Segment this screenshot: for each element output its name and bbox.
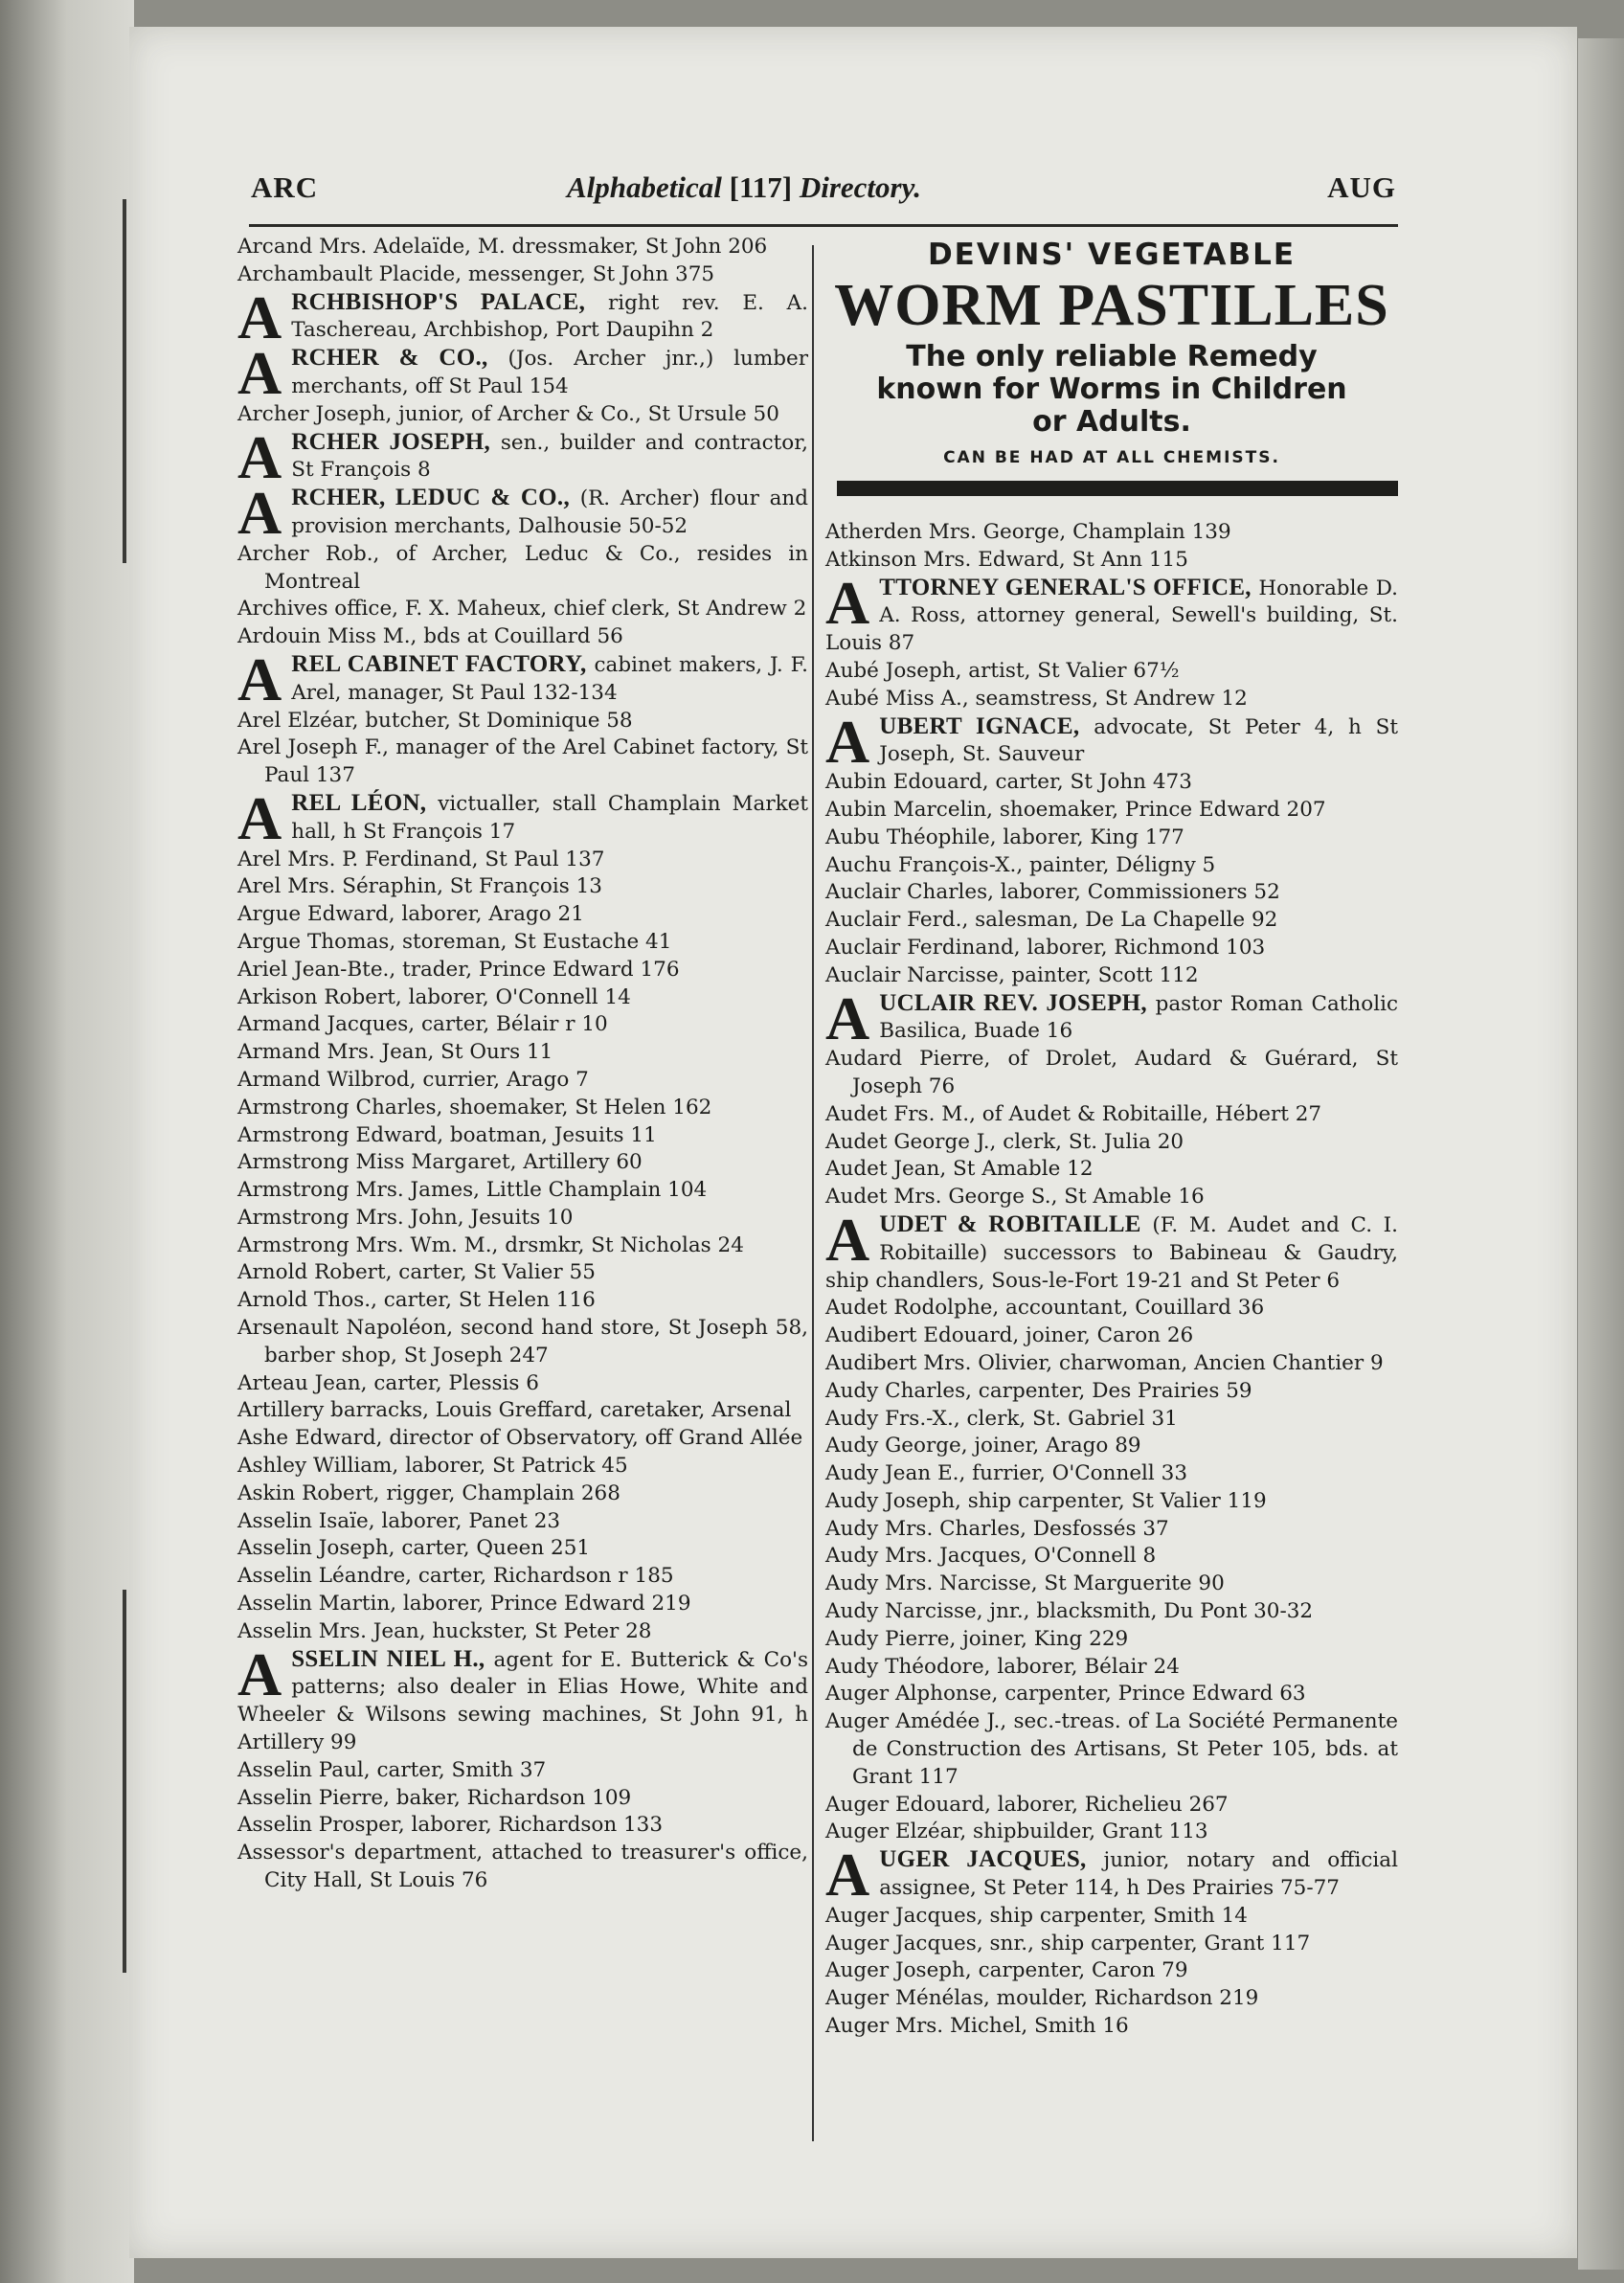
directory-entry: Audy Frs.-X., clerk, St. Gabriel 31 bbox=[825, 1406, 1178, 1431]
ad-line-5: or Adults. bbox=[1032, 405, 1191, 439]
entry-name: RCHER & CO., bbox=[291, 345, 488, 372]
directory-entry: Auger Edouard, laborer, Richelieu 267 bbox=[825, 1792, 1229, 1817]
directory-entry: Audy George, joiner, Arago 89 bbox=[825, 1434, 1141, 1458]
entry-details: victualler, stall Champlain Market hall, h St François 17 bbox=[291, 791, 808, 844]
entry-details: pastor Roman Catholic Basilica, Buade 16 bbox=[879, 991, 1399, 1044]
directory-entry: Ardouin Miss M., bds at Couillard 56 bbox=[237, 624, 623, 649]
entry-details: advocate, St Peter 4, h St Joseph, St. Sauveur bbox=[879, 714, 1398, 767]
featured-entry bbox=[237, 479, 809, 548]
directory-entry: Auclair Charles, laborer, Commissioners 52 bbox=[825, 880, 1280, 905]
drop-initial: A bbox=[237, 644, 282, 713]
entry-details: Honorable D. A. Ross, attorney general, Sewell's building, St. Louis 87 bbox=[825, 576, 1399, 656]
directory-entry: Audard Pierre, of Drolet, Audard & Guérard, St Joseph 76 bbox=[825, 1047, 1398, 1098]
directory-entry: Assessor's department, attached to treasurer's office, City Hall, St Louis 76 bbox=[237, 1841, 808, 1893]
directory-entry: Aubin Edouard, carter, St John 473 bbox=[825, 770, 1192, 795]
directory-entry: Asselin Joseph, carter, Queen 251 bbox=[237, 1536, 591, 1561]
directory-entry: Arnold Robert, carter, St Valier 55 bbox=[237, 1260, 596, 1285]
directory-entry: Arcand Mrs. Adelaïde, M. dressmaker, St John 206 bbox=[237, 235, 768, 259]
entry-name: UDET & ROBITAILLE bbox=[879, 1210, 1141, 1237]
directory-entry: Ashe Edward, director of Observatory, off Grand Allée bbox=[237, 1426, 803, 1451]
featured-entry bbox=[237, 644, 808, 713]
directory-entry: Auger Elzéar, shipbuilder, Grant 113 bbox=[825, 1820, 1208, 1844]
header-title bbox=[567, 170, 921, 205]
entry-name: RCHBISHOP'S PALACE, bbox=[291, 288, 586, 315]
featured-entry bbox=[825, 1205, 1398, 1295]
directory-entry: Artillery barracks, Louis Greffard, caretaker, Arsenal bbox=[237, 1398, 792, 1423]
drop-initial: A bbox=[825, 1205, 870, 1274]
directory-entry: Armand Jacques, carter, Bélair r 10 bbox=[237, 1012, 608, 1037]
directory-entry: Audet Jean, St Amable 12 bbox=[825, 1157, 1094, 1182]
directory-entry: Arel Mrs. P. Ferdinand, St Paul 137 bbox=[237, 847, 605, 871]
directory-entry: Arkison Robert, laborer, O'Connell 14 bbox=[237, 984, 631, 1009]
header-left-guide: ARC bbox=[251, 170, 319, 204]
directory-entry: Armstrong Mrs. Wm. M., drsmkr, St Nicholas 24 bbox=[237, 1232, 744, 1257]
directory-entry: Auclair Narcisse, painter, Scott 112 bbox=[825, 962, 1199, 987]
directory-entry: Armstrong Edward, boatman, Jesuits 11 bbox=[237, 1122, 657, 1147]
header-title-post: Directory. bbox=[792, 170, 921, 204]
directory-entry: Arnold Thos., carter, St Helen 116 bbox=[237, 1288, 596, 1313]
directory-entry: Ariel Jean-Bte., trader, Prince Edward 176 bbox=[237, 957, 680, 982]
featured-entry bbox=[825, 707, 1398, 776]
directory-entry: Asselin Paul, carter, Smith 37 bbox=[237, 1757, 547, 1782]
entry-details: sen., builder and contractor, St François 8 bbox=[291, 430, 808, 483]
directory-entry: Armstrong Mrs. John, Jesuits 10 bbox=[237, 1205, 574, 1230]
drop-initial: A bbox=[825, 568, 870, 637]
directory-entry: Audibert Mrs. Olivier, charwoman, Ancien Chantier 9 bbox=[825, 1350, 1384, 1375]
ad-line-4: known for Worms in Children bbox=[876, 373, 1347, 406]
directory-entry: Auger Alphonse, carpenter, Prince Edward 63 bbox=[825, 1682, 1306, 1707]
entry-name: RCHER JOSEPH, bbox=[291, 428, 491, 455]
header-title-pre: Alphabetical bbox=[567, 170, 730, 204]
directory-entry: Auger Jacques, ship carpenter, Smith 14 bbox=[825, 1903, 1248, 1928]
drop-initial: A bbox=[237, 479, 282, 548]
right-column bbox=[825, 519, 1398, 2041]
directory-entry: Arel Elzéar, butcher, St Dominique 58 bbox=[237, 708, 633, 733]
directory-entry: Arsenault Napoléon, second hand store, St Joseph 58, barber shop, St Joseph 247 bbox=[237, 1316, 808, 1368]
entry-details: cabinet makers, J. F. Arel, manager, St Paul 132-134 bbox=[291, 652, 808, 705]
directory-entry: Armstrong Charles, shoemaker, St Helen 162 bbox=[237, 1095, 712, 1119]
drop-initial: A bbox=[237, 283, 282, 351]
drop-initial: A bbox=[237, 422, 282, 491]
drop-initial: A bbox=[825, 1841, 870, 1910]
directory-entry: Atherden Mrs. George, Champlain 139 bbox=[825, 520, 1231, 544]
featured-entry bbox=[237, 783, 808, 852]
directory-entry: Audet Frs. M., of Audet & Robitaille, Hébert 27 bbox=[825, 1101, 1322, 1126]
entry-name: UCLAIR REV. JOSEPH, bbox=[879, 989, 1147, 1016]
directory-entry: Askin Robert, rigger, Champlain 268 bbox=[237, 1481, 620, 1505]
directory-entry: Asselin Isaïe, laborer, Panet 23 bbox=[237, 1508, 561, 1533]
directory-entry: Archer Rob., of Archer, Leduc & Co., resides in Montreal bbox=[237, 541, 808, 594]
directory-entry: Audy Jean E., furrier, O'Connell 33 bbox=[825, 1461, 1187, 1486]
ad-line-3: The only reliable Remedy bbox=[906, 340, 1318, 373]
running-header bbox=[251, 170, 1396, 215]
directory-entry: Asselin Prosper, laborer, Richardson 133 bbox=[237, 1813, 664, 1838]
entry-details: junior, notary and official assignee, St Peter 114, h Des Prairies 75-77 bbox=[879, 1848, 1398, 1901]
directory-entry: Audet Mrs. George S., St Amable 16 bbox=[825, 1185, 1205, 1209]
featured-entry bbox=[237, 1639, 809, 1757]
directory-entry: Archambault Placide, messenger, St John 375 bbox=[237, 261, 715, 286]
directory-entry: Auger Ménélas, moulder, Richardson 219 bbox=[825, 1986, 1259, 2011]
directory-entry: Audy Joseph, ship carpenter, St Valier 119 bbox=[825, 1488, 1267, 1513]
featured-entry bbox=[237, 339, 808, 408]
directory-entry: Asselin Léandre, carter, Richardson r 185 bbox=[237, 1564, 674, 1589]
entry-details: (R. Archer) flour and provision merchants, Dalhousie 50-52 bbox=[291, 486, 809, 538]
directory-entry: Archives office, F. X. Maheux, chief clerk, St Andrew 2 bbox=[237, 597, 807, 622]
page-edge bbox=[1578, 38, 1624, 2270]
drop-initial: A bbox=[237, 783, 282, 852]
left-column bbox=[237, 234, 808, 1895]
entry-details: right rev. E. A. Taschereau, Archbishop, Port Daupihn 2 bbox=[291, 290, 808, 343]
entry-name: RCHER, LEDUC & CO., bbox=[291, 485, 571, 511]
directory-entry: Audy Narcisse, jnr., blacksmith, Du Pont 30-32 bbox=[825, 1599, 1314, 1624]
entry-name: TTORNEY GENERAL'S OFFICE, bbox=[879, 574, 1252, 600]
directory-entry: Audy Mrs. Jacques, O'Connell 8 bbox=[825, 1544, 1157, 1569]
directory-entry: Atkinson Mrs. Edward, St Ann 115 bbox=[825, 547, 1188, 572]
directory-entry: Audet George J., clerk, St. Julia 20 bbox=[825, 1129, 1184, 1154]
drop-initial: A bbox=[237, 339, 282, 408]
column-divider bbox=[812, 245, 814, 2141]
drop-initial: A bbox=[237, 1639, 282, 1708]
directory-entry: Audy Mrs. Narcisse, St Marguerite 90 bbox=[825, 1571, 1225, 1596]
featured-entry bbox=[237, 283, 808, 351]
header-rule bbox=[249, 224, 1398, 227]
drop-initial: A bbox=[825, 983, 870, 1052]
directory-entry: Aubu Théophile, laborer, King 177 bbox=[825, 825, 1184, 849]
directory-entry: Auger Mrs. Michel, Smith 16 bbox=[825, 2014, 1129, 2039]
entry-details: (F. M. Audet and C. I. Robitaille) successors to Babineau & Gaudry, ship chandlers, Sous-le-Fort 19-21 and St Peter 6 bbox=[825, 1212, 1398, 1293]
entry-name: REL CABINET FACTORY, bbox=[291, 650, 587, 677]
directory-entry: Armstrong Miss Margaret, Artillery 60 bbox=[237, 1150, 643, 1175]
ad-rule bbox=[837, 481, 1398, 496]
directory-entry: Audy Mrs. Charles, Desfossés 37 bbox=[825, 1516, 1169, 1541]
directory-entry: Auger Amédée J., sec.-treas. of La Société Permanente de Construction des Artisans, St Peter 105, bds. at Grant 117 bbox=[825, 1709, 1398, 1789]
ad-headline: WORM PASTILLES bbox=[834, 273, 1389, 338]
directory-entry: Archer Joseph, junior, of Archer & Co., St Ursule 50 bbox=[237, 401, 779, 426]
entry-details: agent for E. Butterick & Co's patterns; also dealer in Elias Howe, White and Wheeler & Wilsons sewing machines, St John 91, h Artillery 99 bbox=[237, 1647, 809, 1755]
directory-entry: Audy Théodore, laborer, Bélair 24 bbox=[825, 1654, 1180, 1679]
directory-entry: Armand Mrs. Jean, St Ours 11 bbox=[237, 1040, 553, 1065]
entry-name: UBERT IGNACE, bbox=[879, 712, 1080, 739]
directory-entry: Auclair Ferdinand, laborer, Richmond 103 bbox=[825, 935, 1266, 960]
directory-entry: Armstrong Mrs. James, Little Champlain 104 bbox=[237, 1178, 708, 1203]
directory-entry: Auchu François-X., painter, Déligny 5 bbox=[825, 852, 1216, 877]
directory-entry: Ashley William, laborer, St Patrick 45 bbox=[237, 1454, 628, 1479]
header-right-guide: AUG bbox=[1327, 170, 1396, 204]
directory-entry: Audibert Edouard, joiner, Caron 26 bbox=[825, 1323, 1194, 1348]
entry-name: REL LÉON, bbox=[291, 789, 427, 816]
advertisement bbox=[825, 230, 1398, 508]
directory-entry: Arel Joseph F., manager of the Arel Cabinet factory, St Paul 137 bbox=[237, 735, 808, 788]
directory-entry: Auclair Ferd., salesman, De La Chapelle 92 bbox=[825, 908, 1278, 933]
directory-entry: Audy Pierre, joiner, King 229 bbox=[825, 1626, 1129, 1651]
directory-entry: Asselin Martin, laborer, Prince Edward 219 bbox=[237, 1592, 691, 1616]
book-spine bbox=[0, 0, 134, 2283]
directory-entry: Arteau Jean, carter, Plessis 6 bbox=[237, 1370, 539, 1395]
featured-entry bbox=[825, 983, 1399, 1052]
ad-line-1: DEVINS' VEGETABLE bbox=[927, 237, 1297, 272]
directory-entry: Aubé Joseph, artist, St Valier 67½ bbox=[825, 658, 1180, 683]
directory-entry: Argue Thomas, storeman, St Eustache 41 bbox=[237, 929, 672, 954]
featured-entry bbox=[825, 1841, 1398, 1910]
entry-details: (Jos. Archer jnr.,) lumber merchants, off St Paul 154 bbox=[291, 347, 808, 398]
directory-entry: Asselin Pierre, baker, Richardson 109 bbox=[237, 1785, 632, 1810]
entry-name: SSELIN NIEL H., bbox=[291, 1645, 485, 1672]
page-number: [117] bbox=[729, 170, 793, 204]
directory-entry: Auger Jacques, snr., ship carpenter, Grant 117 bbox=[825, 1931, 1311, 1955]
directory-entry: Argue Edward, laborer, Arago 21 bbox=[237, 902, 584, 927]
featured-entry bbox=[825, 568, 1399, 658]
directory-entry: Audet Rodolphe, accountant, Couillard 36 bbox=[825, 1296, 1265, 1321]
directory-entry: Audy Charles, carpenter, Des Prairies 59 bbox=[825, 1378, 1252, 1403]
directory-entry: Armand Wilbrod, currier, Arago 7 bbox=[237, 1067, 589, 1092]
directory-entry: Asselin Mrs. Jean, huckster, St Peter 28 bbox=[237, 1618, 652, 1643]
drop-initial: A bbox=[825, 707, 870, 776]
featured-entry bbox=[237, 422, 808, 491]
directory-entry: Aubé Miss A., seamstress, St Andrew 12 bbox=[825, 686, 1248, 711]
ad-footer: CAN BE HAD AT ALL CHEMISTS. bbox=[943, 448, 1280, 467]
directory-entry: Aubin Marcelin, shoemaker, Prince Edward 207 bbox=[825, 797, 1326, 822]
ad-body bbox=[825, 341, 1398, 439]
directory-entry: Arel Mrs. Séraphin, St François 13 bbox=[237, 874, 602, 899]
directory-entry: Auger Joseph, carpenter, Caron 79 bbox=[825, 1958, 1188, 1983]
entry-name: UGER JACQUES, bbox=[879, 1846, 1087, 1873]
